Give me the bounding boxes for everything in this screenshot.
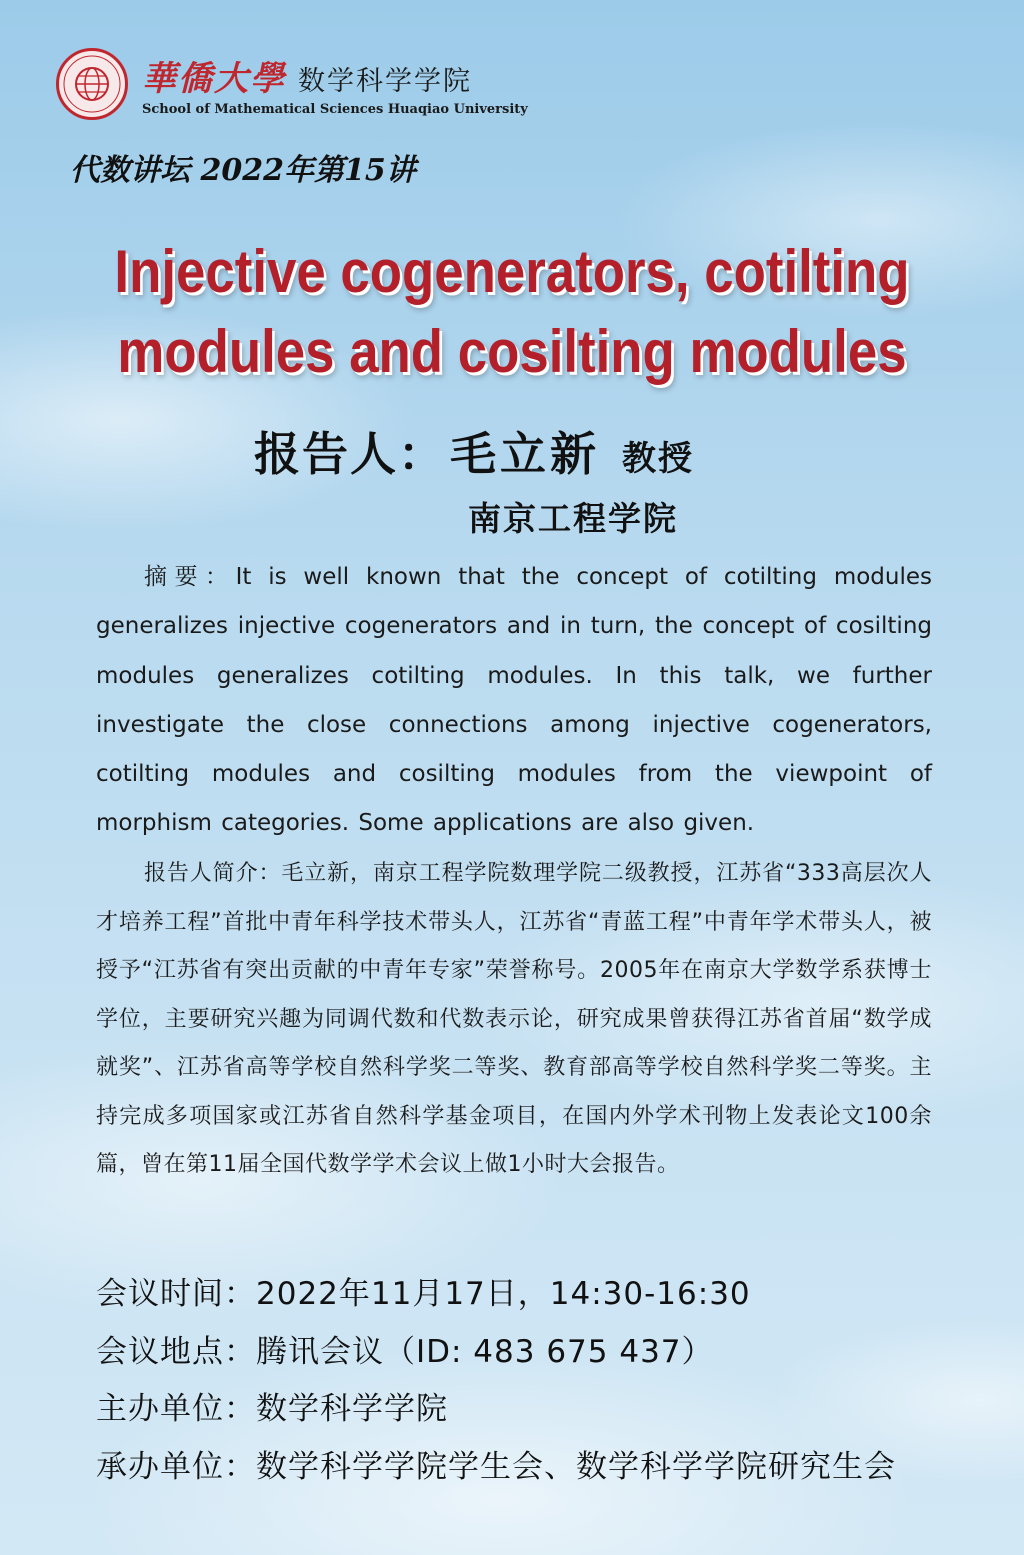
abstract: 摘要：It is well known that the concept of cotilting modules generalizes injective cogenerators and in turn, the concept of cosilting modules generalizes cotilting modules. In this talk, we further investigate the close connections among injective cogenerators, cotilting modules and cosilting modules from the viewpoint of morphism categories. Some applications are also given. — [96, 564, 932, 837]
speaker — [254, 418, 694, 484]
talk-title — [61, 232, 962, 392]
meeting-time: 会议时间：2022年11月17日，14:30-16:30 — [96, 1276, 751, 1312]
globe-emblem-icon — [59, 51, 125, 117]
talk-title-line2: modules and cosilting modules — [117, 318, 907, 385]
university-name: 華僑大學 — [142, 59, 286, 99]
meeting-info — [96, 1266, 976, 1496]
speaker-label: 报告人： — [254, 427, 446, 481]
school-name-cn: 数学科学学院 — [298, 66, 472, 97]
speaker-name: 毛立新 — [450, 427, 600, 481]
university-logo — [56, 48, 128, 120]
school-name-en: School of Mathematical Sciences Huaqiao University — [142, 102, 528, 117]
speaker-bio: 报告人简介：毛立新，南京工程学院数理学院二级教授，江苏省“333高层次人才培养工程”首批中青年科学技术带头人，江苏省“青蓝工程”中青年学术带头人，被授予“江苏省有突出贡献的中青年专家”荣誉称号。2005年在南京大学数学系获博士学位，主要研究兴趣为同调代数和代数表示论，研究成果曾获得江苏省首届“数学成就奖”、江苏省高等学校自然科学奖二等奖、教育部高等学校自然科学奖二等奖。主持完成多项国家或江苏省自然科学基金项目，在国内外学术刊物上发表论文100余篇，曾在第11届全国代数学学术会议上做1小时大会报告。 — [96, 861, 932, 1177]
host-unit: 主办单位：数学科学学院 — [96, 1391, 448, 1427]
speaker-affiliation: 南京工程学院 — [468, 499, 678, 538]
talk-title-line1: Injective cogenerators, cotilting — [114, 238, 910, 305]
speaker-title: 教授 — [622, 439, 694, 479]
lecture-series: 代数讲坛 2022年第15讲 — [70, 153, 416, 188]
header — [56, 48, 528, 120]
meeting-location: 会议地点：腾讯会议（ID: 483 675 437） — [96, 1333, 714, 1370]
organizer-unit: 承办单位：数学科学学院学生会、数学科学学院研究生会 — [96, 1448, 896, 1485]
